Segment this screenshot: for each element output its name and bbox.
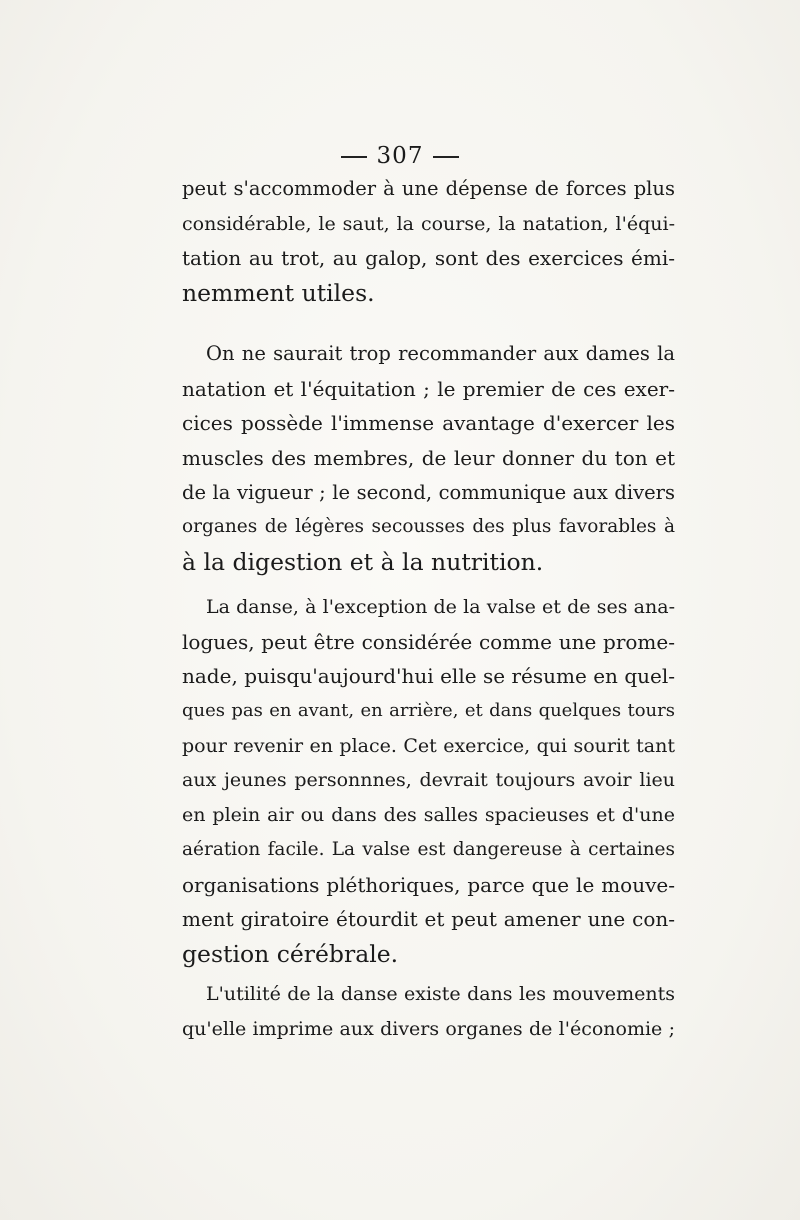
paragraph-3 (182, 590, 675, 972)
text-line: On ne saurait trop recommander aux dames la (206, 342, 675, 365)
page-number-header (0, 143, 800, 169)
text-line: pour revenir en place. Cet exercice, qui sourit tant (182, 734, 675, 757)
text-line: natation et l'équitation ; le premier de ces exer- (182, 376, 675, 401)
text-line: nade, puisqu'aujourd'hui elle se résume en quel- (182, 664, 675, 689)
right-dash (433, 156, 459, 158)
text-line: de la vigueur ; le second, communique aux divers (182, 480, 675, 504)
text-line: aération facile. La valse est dangereuse à certaines (182, 838, 675, 860)
text-line: cices possède l'immense avantage d'exercer les (182, 411, 675, 436)
paragraph-4 (182, 977, 675, 1046)
text-line: aux jeunes personnnes, devrait toujours avoir lieu (182, 769, 675, 792)
paragraph-1 (182, 172, 675, 311)
text-line: à la digestion et à la nutrition. (182, 548, 544, 577)
text-line: peut s'accommoder à une dépense de forces plus (182, 177, 675, 200)
text-line: en plein air ou dans des salles spacieuses et d'une (182, 804, 675, 827)
text-line: L'utilité de la danse existe dans les mouvements (206, 983, 675, 1005)
left-dash (341, 156, 367, 158)
page-number: 307 (376, 143, 424, 169)
text-line: tation au trot, au galop, sont des exercices émi- (182, 246, 675, 271)
text-line: gestion cérébrale. (182, 939, 399, 968)
text-line: ques pas en avant, en arrière, et dans quelques tours (182, 700, 675, 722)
text-line: considérable, le saut, la course, la natation, l'équi- (182, 212, 675, 235)
text-line: muscles des membres, de leur donner du ton et (182, 446, 675, 471)
paragraph-2 (182, 337, 675, 580)
text-line: organisations pléthoriques, parce que le mouve- (182, 872, 675, 897)
text-line: nemment utiles. (182, 279, 375, 308)
text-line: ment giratoire étourdit et peut amener une con- (182, 907, 675, 932)
text-line: logues, peut être considérée comme une prome- (182, 629, 675, 654)
text-line: La danse, à l'exception de la valse et de ses ana- (206, 596, 675, 618)
text-line: organes de légères secousses des plus favorables à (182, 516, 675, 538)
text-line: qu'elle imprime aux divers organes de l'économie ; (182, 1017, 675, 1040)
